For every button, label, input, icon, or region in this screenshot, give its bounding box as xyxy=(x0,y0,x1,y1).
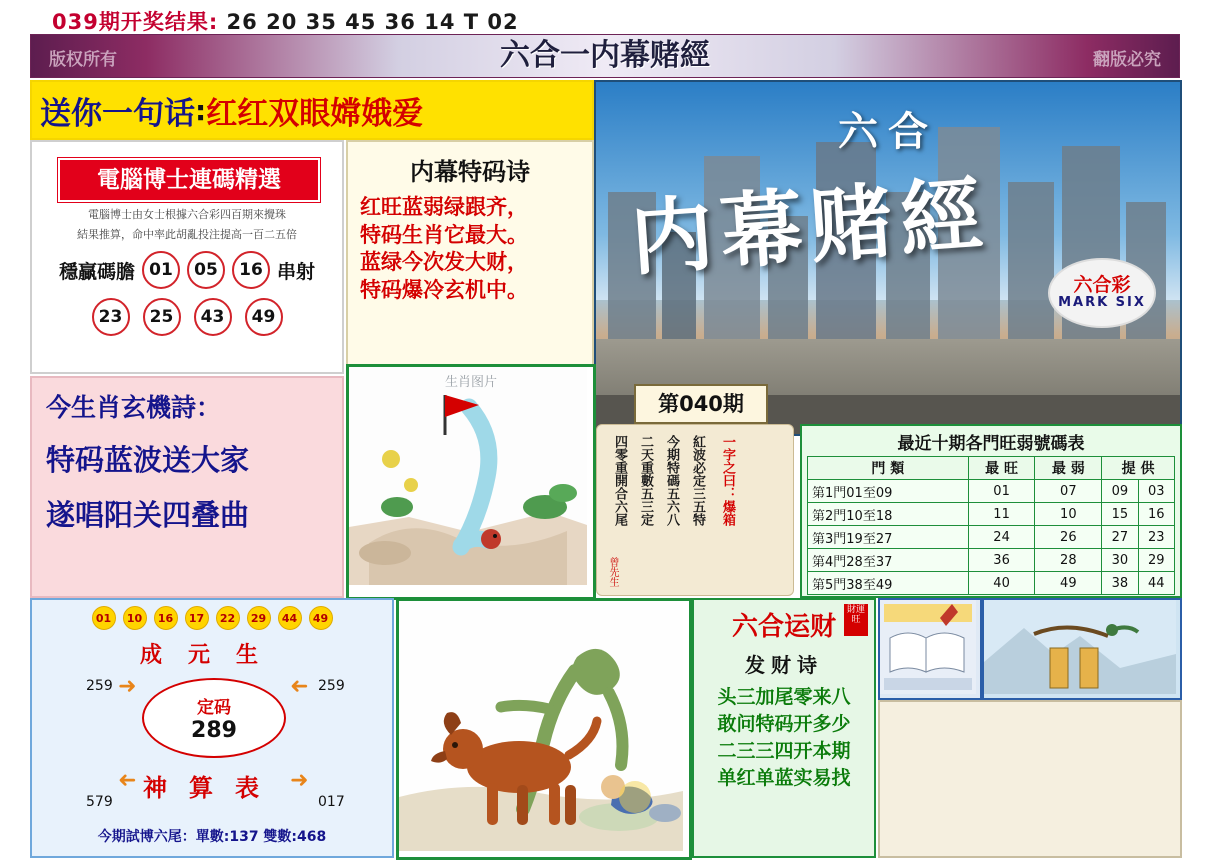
table-cell: 38 xyxy=(1102,572,1138,595)
zodiac-poem-line: 特码蓝波送大家 xyxy=(46,443,250,477)
scroll-column: 四零重開合六尾 xyxy=(612,435,627,526)
number-ball: 05 xyxy=(187,251,225,289)
doctor-subtitle-1: 電腦博士由女士根據六合彩四百期來攪珠 xyxy=(88,208,286,221)
table-row xyxy=(808,480,1175,503)
book-drawing xyxy=(880,600,976,694)
fortune-heading: 六合运财 xyxy=(731,612,836,642)
fortune-line: 单红单蓝实易找 xyxy=(717,766,851,789)
small-ball: 22 xyxy=(216,606,240,630)
dog-drawing xyxy=(399,601,683,851)
poem-line: 特码生肖它最大。 xyxy=(360,221,528,247)
doctor-right-label: 串射 xyxy=(277,260,316,283)
greeting-label: 送你一句话 xyxy=(40,95,195,132)
calc-number-right-top: 259 xyxy=(318,678,345,694)
table-cell: 01 xyxy=(968,480,1035,503)
mark-six-logo-cn: 六合彩 xyxy=(1073,274,1131,296)
fortune-line: 敢问特码开多少 xyxy=(717,712,851,735)
table-cell: 第1門01至09 xyxy=(808,480,969,503)
scroll-column: 紅波必定三五特 xyxy=(690,435,705,526)
number-ball: 23 xyxy=(92,298,130,336)
calculator-bottom-words: 神算表 xyxy=(143,773,281,802)
inside-poem-lines xyxy=(348,191,592,304)
table-cell: 第5門38至49 xyxy=(808,572,969,595)
table-header-row xyxy=(808,457,1175,480)
table-cell: 30 xyxy=(1102,549,1138,572)
scroll-column-highlight: 一字之曰：爆箱 xyxy=(720,435,735,526)
number-ball: 16 xyxy=(232,251,270,289)
fortune-poem xyxy=(694,684,874,792)
hero-title-main: 内幕赌經 xyxy=(627,166,994,288)
copyright-left: 版权所有 xyxy=(49,50,117,70)
table-cell: 28 xyxy=(1035,549,1102,572)
table-row xyxy=(808,549,1175,572)
table-cell: 第2門10至18 xyxy=(808,503,969,526)
calc-number-right-bottom: 017 xyxy=(318,794,345,810)
table-cell: 10 xyxy=(1035,503,1102,526)
draw-result-line xyxy=(52,6,1052,32)
snake-illustration-caption: 生肖图片 xyxy=(444,375,497,390)
rank-table xyxy=(807,456,1175,595)
calculator-ball-row xyxy=(32,606,392,630)
table-cell: 23 xyxy=(1138,526,1174,549)
draw-result-prefix: 039期开奖结果: xyxy=(52,10,219,34)
table-cell: 36 xyxy=(968,549,1035,572)
greeting-colon: : xyxy=(195,93,207,127)
fixed-code-value: 289 xyxy=(191,718,237,743)
table-cell: 07 xyxy=(1035,480,1102,503)
calc-number-left-top: 259 xyxy=(86,678,113,694)
blank-panel xyxy=(878,700,1182,858)
number-ball: 01 xyxy=(142,251,180,289)
small-ball: 17 xyxy=(185,606,209,630)
table-cell: 第3門19至27 xyxy=(808,526,969,549)
arrow-icon: ➜ xyxy=(290,768,309,793)
scroll-column: 今期特碼五六八 xyxy=(664,435,679,526)
table-cell: 49 xyxy=(1035,572,1102,595)
mountain-illustration xyxy=(982,598,1182,700)
magic-calculator-panel xyxy=(30,598,394,858)
table-header-cell: 提 供 xyxy=(1102,457,1175,480)
table-row xyxy=(808,526,1175,549)
draw-result-numbers: 26 20 35 45 36 14 T 02 xyxy=(226,10,519,34)
doctor-banner: 電腦博士連碼精選 xyxy=(58,158,320,202)
doctor-left-label: 穩贏碼膽 xyxy=(58,260,135,283)
doctor-subtitle-2: 結果推算，命中率此胡亂投注提高一百二五倍 xyxy=(77,228,297,241)
arrow-icon: ➜ xyxy=(290,674,309,699)
fortune-stamp: 財運旺 xyxy=(844,604,868,636)
inside-poem-panel xyxy=(346,140,594,374)
fixed-code-label: 定码 xyxy=(197,698,231,718)
fortune-line: 头三加尾零来八 xyxy=(717,686,851,708)
small-ball: 29 xyxy=(247,606,271,630)
table-cell: 15 xyxy=(1102,503,1138,526)
doctor-panel xyxy=(30,140,344,374)
zodiac-poem-panel xyxy=(30,376,344,598)
mountain-drawing xyxy=(984,600,1176,694)
fortune-line: 二三三四开本期 xyxy=(717,739,851,762)
snake-illustration xyxy=(346,364,596,600)
number-ball: 25 xyxy=(143,298,181,336)
poem-line: 蓝绿今次发大财， xyxy=(360,249,528,275)
number-ball: 43 xyxy=(194,298,232,336)
arrow-icon: ➜ xyxy=(118,674,137,699)
greeting-banner xyxy=(30,80,594,140)
hero-banner-image xyxy=(594,80,1182,436)
table-cell: 29 xyxy=(1138,549,1174,572)
doctor-secondary-row xyxy=(32,297,342,337)
rank-table-caption: 最近十期各門旺弱號碼表 xyxy=(897,434,1085,454)
copyright-right: 翻版必究 xyxy=(1093,50,1161,70)
doctor-primary-row xyxy=(32,250,342,290)
table-cell: 09 xyxy=(1102,480,1138,503)
number-ball: 49 xyxy=(245,298,283,336)
small-ball: 49 xyxy=(309,606,333,630)
title-bar xyxy=(30,34,1180,78)
table-row xyxy=(808,503,1175,526)
mark-six-logo-en: MARK SIX xyxy=(1058,295,1146,310)
table-cell: 44 xyxy=(1138,572,1174,595)
table-row xyxy=(808,572,1175,595)
zodiac-poem-line: 遂唱阳关四叠曲 xyxy=(46,498,250,532)
snake-drawing xyxy=(349,367,587,585)
poem-line: 特码爆冷玄机中。 xyxy=(360,277,528,303)
table-cell: 40 xyxy=(968,572,1035,595)
fortune-subheading: 发财诗 xyxy=(745,653,823,677)
table-header-cell: 最 旺 xyxy=(968,457,1035,480)
table-cell: 16 xyxy=(1138,503,1174,526)
issue-badge: 第040期 xyxy=(634,384,768,424)
fortune-panel xyxy=(692,598,876,858)
inside-poem-title: 内幕特码诗 xyxy=(410,157,530,186)
scroll-column: 二天重數五三定 xyxy=(638,435,653,526)
calculator-footer: 今期試博六尾：單數:137 雙數:468 xyxy=(97,829,327,845)
table-cell: 26 xyxy=(1035,526,1102,549)
table-header-cell: 門 類 xyxy=(808,457,969,480)
small-ball: 10 xyxy=(123,606,147,630)
calc-number-left-bottom: 579 xyxy=(86,794,113,810)
small-ball: 01 xyxy=(92,606,116,630)
hero-title-top: 六合 xyxy=(838,108,938,155)
poem-line: 红旺蓝弱绿跟齐， xyxy=(360,194,528,219)
greeting-text: 红红双眼嫦娥爱 xyxy=(206,95,424,132)
small-ball: 44 xyxy=(278,606,302,630)
scroll-signature: 曾先生 xyxy=(607,557,618,587)
rank-table-panel xyxy=(800,424,1182,598)
fixed-code-oval xyxy=(142,678,286,758)
table-cell: 11 xyxy=(968,503,1035,526)
table-cell: 03 xyxy=(1138,480,1174,503)
calculator-top-words: 成元生 xyxy=(139,642,284,668)
mark-six-logo xyxy=(1048,258,1156,328)
book-illustration xyxy=(878,598,982,700)
zodiac-poem-heading: 今生肖玄機詩： xyxy=(46,393,222,422)
arrow-icon: ➜ xyxy=(118,768,137,793)
table-header-cell: 最 弱 xyxy=(1035,457,1102,480)
dog-illustration xyxy=(396,598,692,860)
table-cell: 27 xyxy=(1102,526,1138,549)
vertical-scroll-panel xyxy=(596,424,794,596)
page-title: 六合一内幕赌經 xyxy=(500,38,710,73)
small-ball: 16 xyxy=(154,606,178,630)
building-shape xyxy=(1008,182,1054,342)
table-cell: 第4門28至37 xyxy=(808,549,969,572)
table-cell: 24 xyxy=(968,526,1035,549)
